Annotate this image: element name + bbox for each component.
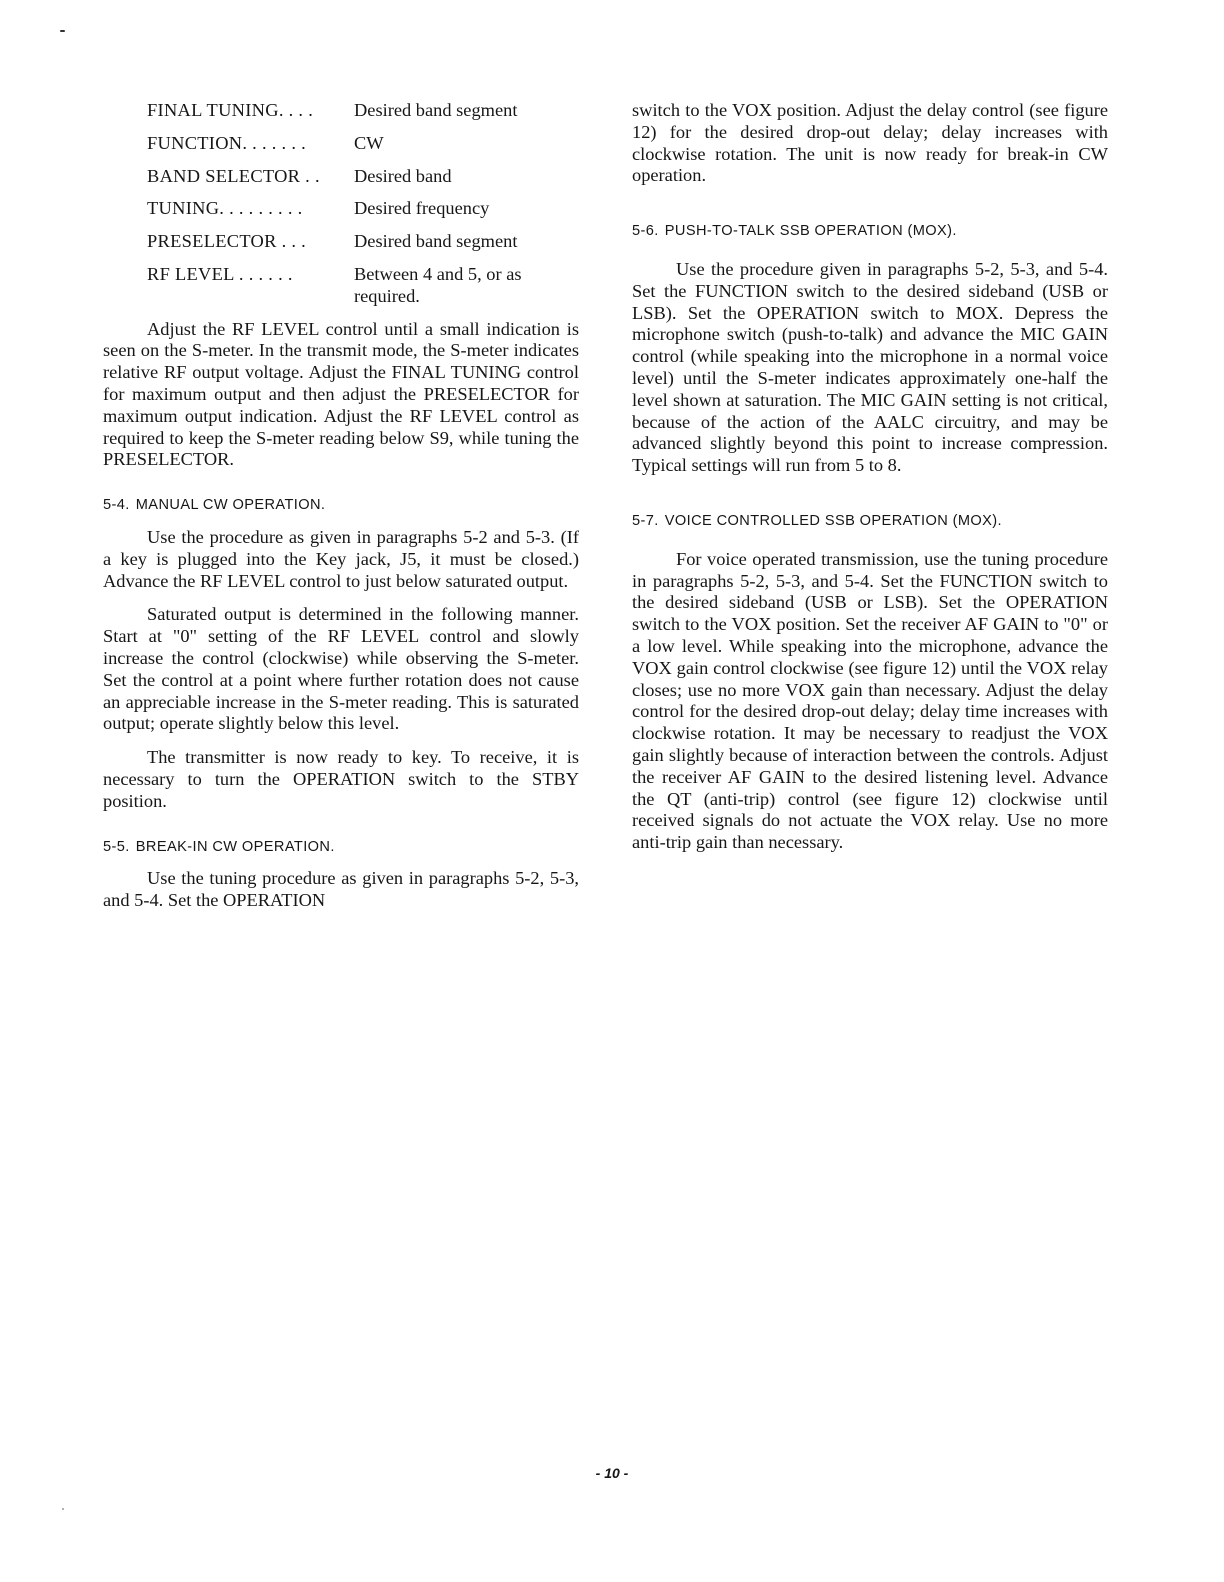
section-number: 5-7. (632, 512, 659, 529)
setting-row (147, 133, 579, 155)
setting-control: FINAL TUNING. . . . (147, 100, 314, 120)
setting-value: Desired band (354, 165, 452, 186)
setting-control: PRESELECTOR . . . (147, 231, 307, 252)
paragraph: The transmitter is now ready to key. To receive, it is necessary to turn the OPERATION switch to the STBY position. (103, 747, 579, 811)
paragraph: Use the procedure as given in paragraphs 5-2 and 5-3. (If a key is plugged into the Key jack, J5, it must be closed.) Advance the RF LEVEL control to just below saturated output. (103, 526, 579, 591)
setting-row (147, 100, 579, 122)
setting-value: Desired band segment (354, 100, 518, 120)
paragraph: For voice operated transmission, use the tuning procedure in paragraphs 5-2, 5-3, and 5-4. Set the FUNCTION switch to the desired sideband (USB or LSB). Set the OPERATION switch to the VOX position. Set the receiver AF GAIN to "0" or a low level. While speaking into the microphone, advance the VOX gain control clockwise (see figure 12) until the VOX relay closes; use no more VOX gain than necessary. Adjust the delay control for the desired drop-out delay; delay time increases with clockwise rotation. It may be necessary to readjust the VOX gain slightly because of interaction between the controls. Adjust the receiver AF GAIN to the desired listening level. Advance the QT (anti-trip) control (see figure 12) clockwise until received signals do not actuate the VOX relay. Use no more anti-trip gain than necessary. (632, 548, 1108, 853)
setting-value: Between 4 and 5, or as required. (354, 263, 522, 306)
paragraph: Use the tuning procedure as given in paragraphs 5-2, 5-3, and 5-4. Set the OPERATION (103, 868, 579, 911)
section-heading-5-7 (632, 511, 1108, 533)
section-heading-5-5 (103, 837, 579, 859)
setting-control: BAND SELECTOR . . (147, 165, 320, 186)
setting-row (147, 198, 579, 220)
setting-value: Desired band segment (354, 231, 518, 252)
section-title: VOICE CONTROLLED SSB OPERATION (MOX). (664, 512, 1003, 529)
section-number: 5-4. (103, 497, 130, 514)
scan-speck (62, 1508, 64, 1510)
page-number: - 10 - (595, 1465, 629, 1481)
setting-row (147, 166, 579, 188)
section-heading-5-6 (632, 221, 1108, 243)
control-settings-list (147, 100, 579, 308)
paragraph-adjust-rf-level: Adjust the RF LEVEL control until a small indication is seen on the S-meter. In the transmit mode, the S-meter indicates relative RF output voltage. Adjust the FINAL TUNING control for maximum output and then adjust the PRESELECTOR for maximum output indication. Adjust the RF LEVEL control as required to keep the S-meter reading below S9, while tuning the PRESELECTOR. (103, 318, 579, 470)
setting-value: Desired frequency (354, 198, 490, 219)
setting-value: CW (354, 132, 384, 153)
right-column (632, 100, 1108, 854)
section-number: 5-6. (632, 223, 659, 240)
section-title: BREAK-IN CW OPERATION. (135, 838, 335, 855)
setting-control: FUNCTION. . . . . . . (147, 132, 307, 153)
section-number: 5-5. (103, 838, 130, 855)
paragraph: Use the procedure given in paragraphs 5-2, 5-3, and 5-4. Set the FUNCTION switch to the desired sideband (USB or LSB). Set the OPERATION switch to MOX. Depress the microphone switch (push-to-talk) and advance the MIC GAIN control (while speaking into the microphone in a normal voice level) until the S-meter indicates approximately one-half the level shown at saturation. The MIC GAIN setting is not critical, because of the action of the AALC circuitry, and may be advanced slightly beyond this point to increase compression. Typical settings will run from 5 to 8. (632, 258, 1108, 476)
setting-control: TUNING. . . . . . . . . (147, 198, 303, 219)
paragraph: Saturated output is determined in the following manner. Start at "0" setting of the RF LEVEL control and slowly increase the control (clockwise) while observing the S-meter. Set the control at a point where further rotation does not cause an appreciable increase in the S-meter reading. This is saturated output; operate slightly below this level. (103, 604, 579, 734)
paragraph-continued: switch to the VOX position. Adjust the delay control (see figure 12) for the desired drop-out delay; delay increases with clockwise rotation. The unit is now ready for break-in CW operation. (632, 100, 1108, 186)
left-column (103, 100, 579, 912)
scan-speck (60, 30, 65, 32)
setting-row (147, 231, 579, 253)
setting-control: RF LEVEL . . . . . . (147, 263, 293, 284)
section-title: PUSH-TO-TALK SSB OPERATION (MOX). (664, 223, 957, 240)
section-title: MANUAL CW OPERATION. (135, 497, 326, 514)
setting-row (147, 264, 579, 308)
section-heading-5-4 (103, 495, 579, 517)
